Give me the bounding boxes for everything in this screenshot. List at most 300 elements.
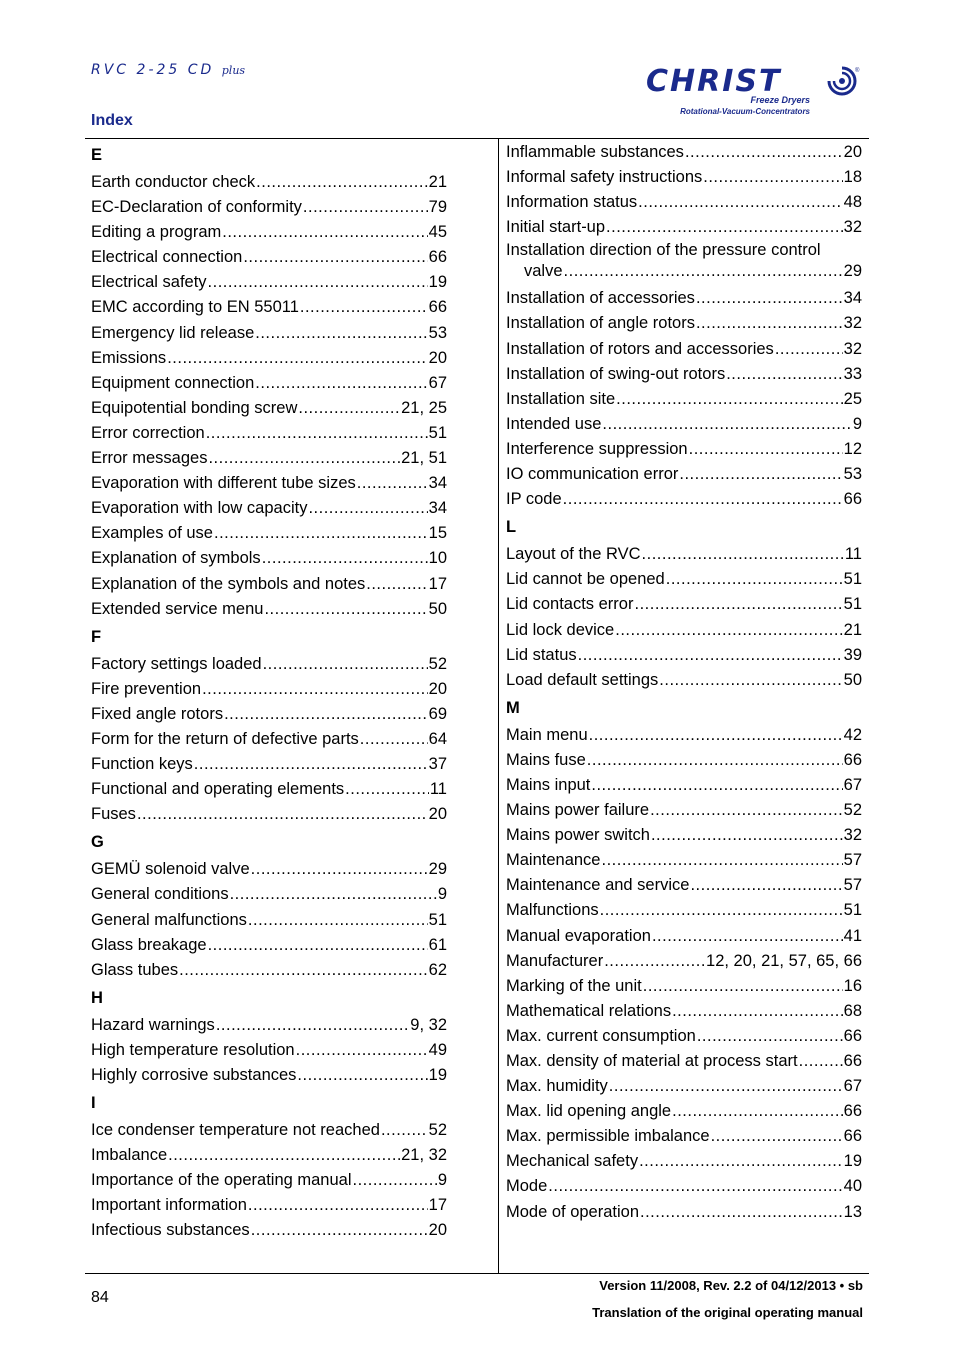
entry-term: Lid contacts error [506,595,634,614]
index-entry [91,220,447,245]
index-entry [91,933,447,958]
index-entry [506,668,862,693]
spiral-icon [826,66,860,96]
entry-term: Manual evaporation [506,926,651,945]
entry-page: 16 [843,976,862,995]
index-entry [91,546,447,571]
entry-term: Emergency lid release [91,323,255,342]
leader-dots [208,270,428,295]
index-entry [506,873,862,898]
entry-page: 50 [843,670,862,689]
entry-page: 32 [843,314,862,333]
entry-page: 66 [843,1052,862,1070]
entry-page: 25 [843,389,862,408]
leader-dots [263,652,428,677]
index-entry [506,1200,862,1225]
leader-dots [167,346,427,371]
entry-page: 21 [843,620,862,639]
entry-term: Fixed angle rotors [91,704,224,723]
entry-term: Load default settings [506,670,659,689]
index-entry [91,496,447,521]
index-entry [506,412,862,437]
entry-term: Mechanical safety [506,1152,639,1171]
leader-dots [697,1024,843,1049]
entry-page: 12 [843,439,862,458]
index-entry [506,823,862,848]
entry-term: Marking of the unit [506,976,642,995]
index-entry [506,898,862,923]
entry-page: 53 [843,465,862,484]
entry-term: EC-Declaration of conformity [91,198,302,217]
leader-dots [615,618,842,643]
entry-term: Mathematical relations [506,1001,672,1020]
leader-dots [690,873,842,898]
model-suffix: plus [221,64,246,77]
index-entry [91,702,447,727]
entry-page: 21, 32 [401,1146,447,1165]
leader-dots [168,1143,400,1168]
entry-term: Mode [506,1177,548,1196]
entry-page: 17 [428,574,447,593]
leader-dots [548,1174,842,1199]
leader-dots [296,1038,428,1063]
index-section [506,693,862,1225]
leader-dots [799,1049,843,1074]
index-entry [91,857,447,882]
entry-page: 39 [843,645,862,664]
leader-dots [640,1200,843,1225]
entry-term-continued: valve [524,262,563,281]
leader-dots [214,521,428,546]
leader-dots [202,677,428,702]
index-entry [506,165,862,190]
entry-page: 13 [843,1202,862,1221]
index-entry [506,1074,862,1099]
leader-dots [564,261,843,282]
index-entry [91,170,447,195]
entry-page: 9, 32 [410,1015,447,1034]
leader-dots [297,1063,427,1088]
leader-dots [262,546,428,571]
section-letter: G [91,833,104,852]
entry-term: Lid lock device [506,620,615,639]
leader-dots [639,1149,843,1174]
entry-page: 19 [428,1066,447,1084]
leader-dots [206,421,428,446]
leader-dots [251,1218,428,1243]
entry-page: 29 [843,262,862,281]
section-letter: F [91,627,102,646]
section-letter: I [91,1094,96,1113]
entry-term: Explanation of the symbols and notes [91,574,366,593]
entry-page: 21, 51 [401,449,447,468]
index-entry [91,908,447,933]
index-entry [91,321,447,346]
leader-dots [137,802,428,827]
leader-dots [638,190,842,215]
leader-dots [222,220,427,245]
leader-dots [672,1099,843,1124]
entry-page: 57 [843,876,862,895]
leader-dots [578,643,843,668]
leader-dots [672,999,843,1024]
entry-term: Extended service menu [91,599,264,618]
entry-term: Malfunctions [506,901,599,920]
leader-dots [604,949,705,974]
entry-term: Emissions [91,348,167,367]
entry-term: Error messages [91,449,208,468]
entry-term: Inflammable substances [506,143,684,161]
entry-term: Mains fuse [506,750,586,769]
index-entry [91,245,447,270]
entry-page: 40 [843,1177,862,1196]
leader-dots [689,437,843,462]
entry-page: 57 [843,851,862,870]
entry-page: 41 [843,926,862,945]
entry-page: 49 [428,1040,447,1059]
index-entry [91,752,447,777]
leader-dots [679,462,842,487]
section-letter: M [506,698,520,717]
leader-dots [357,471,428,496]
index-entry [506,1049,862,1074]
entry-term: IP code [506,490,562,509]
entry-page: 66 [843,1102,862,1121]
index-entry [91,295,447,320]
leader-dots [360,727,428,752]
entry-page: 11 [844,545,862,564]
index-entry [506,949,862,974]
entry-page: 20 [843,143,862,161]
index-entry [91,521,447,546]
model-name-text: RVC 2-25 CD [91,62,215,78]
entry-page: 53 [428,323,447,342]
entry-term: Initial start-up [506,218,606,237]
entry-term: Fuses [91,805,136,824]
index-entry [91,652,447,677]
index-entry [91,346,447,371]
leader-dots [703,165,842,190]
leader-dots [248,1193,428,1218]
index-entry [91,1168,447,1193]
leader-dots [601,848,842,873]
index-column-left [91,140,447,1244]
index-entry [506,140,862,165]
entry-term: Error correction [91,423,205,442]
entry-term: Importance of the operating manual [91,1171,352,1190]
entry-term: Layout of the RVC [506,545,641,564]
index-entry [506,542,862,567]
entry-page: 79 [428,198,447,217]
index-entry [506,487,862,512]
leader-dots [248,908,428,933]
index-entry [506,1024,862,1049]
entry-term: Highly corrosive substances [91,1066,297,1084]
entry-term: Max. current consumption [506,1026,696,1045]
index-entry [91,572,447,597]
entry-page: 9 [437,1171,447,1190]
entry-page: 66 [428,298,447,317]
entry-page: 66 [843,490,862,509]
entry-term: Main menu [506,725,588,744]
entry-term: Mains power switch [506,826,650,845]
entry-page: 67 [843,775,862,794]
entry-page: 66 [428,248,447,267]
footer-divider [85,1273,869,1274]
entry-page: 12, 20, 21, 57, 65, 66 [706,951,862,970]
entry-term: Ice condenser temperature not reached [91,1121,380,1140]
index-entry [91,421,447,446]
leader-dots [255,321,427,346]
section-letter: L [506,518,517,537]
entry-term: Earth conductor check [91,173,256,191]
entry-page: 21, 25 [401,398,447,417]
entry-term: Functional and operating elements [91,780,345,799]
entry-term: Max. permissible imbalance [506,1127,710,1146]
index-entry [91,958,447,983]
entry-page: 32 [843,826,862,845]
index-section [91,983,447,1088]
leader-dots [589,723,843,748]
entry-page: 19 [843,1152,862,1171]
leader-dots [587,748,843,773]
entry-term: Evaporation with different tube sizes [91,474,356,493]
leader-dots [606,215,843,240]
entry-page: 20 [428,679,447,698]
entry-term: Mains power failure [506,801,650,820]
entry-term: IO communication error [506,465,679,484]
logo-wordmark: CHRIST [646,64,782,99]
index-section [91,1088,447,1243]
entry-page: 48 [843,193,862,212]
entry-page: 68 [843,1001,862,1020]
entry-page: 20 [428,805,447,824]
entry-page: 34 [428,474,447,493]
index-entry [91,727,447,752]
page-number: 84 [91,1289,109,1306]
index-entry [506,1174,862,1199]
entry-page: 62 [428,960,447,979]
index-entry [506,190,862,215]
index-entry [91,1118,447,1143]
entry-page: 67 [428,373,447,392]
entry-term: Explanation of symbols [91,549,261,568]
entry-term: Maintenance [506,851,601,870]
entry-page: 29 [428,860,447,879]
entry-page: 52 [428,654,447,673]
index-section [91,827,447,982]
entry-term: Installation of accessories [506,289,695,308]
leader-dots [298,396,400,421]
entry-page: 42 [843,725,862,744]
entry-term: Electrical connection [91,248,243,267]
index-entry [506,723,862,748]
entry-page: 51 [843,901,862,920]
entry-page: 9 [437,885,447,904]
entry-page: 67 [843,1077,862,1096]
entry-page: 33 [843,364,862,383]
index-entry [506,974,862,999]
version-info: Version 11/2008, Rev. 2.2 of 04/12/2013 • sb [599,1278,863,1293]
entry-page: 51 [843,595,862,614]
entry-page: 51 [428,423,447,442]
entry-page: 20 [428,348,447,367]
entry-term: Mode of operation [506,1202,640,1221]
header-divider [85,138,869,139]
entry-page: 51 [843,570,862,589]
entry-page: 21 [428,173,447,191]
entry-page: 34 [428,499,447,518]
index-section [91,140,447,622]
leader-dots [264,597,427,622]
entry-term: Max. density of material at process start [506,1052,798,1070]
leader-dots [243,245,427,270]
index-entry [506,311,862,336]
entry-page: 51 [428,910,447,929]
index-section [91,622,447,828]
leader-dots [303,195,428,220]
entry-term: Lid cannot be opened [506,570,665,589]
leader-dots [381,1118,428,1143]
index-entry [91,270,447,295]
entry-term: Editing a program [91,223,222,242]
entry-page: 37 [428,755,447,774]
index-entry [91,1193,447,1218]
entry-page: 32 [843,339,862,358]
entry-term: Max. humidity [506,1077,608,1096]
leader-dots [208,933,428,958]
entry-term: Evaporation with low capacity [91,499,308,518]
entry-term: Glass breakage [91,935,207,954]
index-entry [91,1063,447,1088]
leader-dots [609,1074,843,1099]
entry-term: Form for the return of defective parts [91,729,359,748]
leader-dots [208,446,400,471]
index-entry [91,1038,447,1063]
index-column-right [506,140,862,1225]
entry-term: Equipotential bonding screw [91,398,298,417]
entry-page: 66 [843,1127,862,1146]
leader-dots [600,898,843,923]
index-entry [506,215,862,240]
entry-page: 34 [843,289,862,308]
entry-term: Function keys [91,755,193,774]
leader-dots [345,777,429,802]
index-entry [506,362,862,387]
index-entry [506,437,862,462]
leader-dots [256,170,427,195]
leader-dots [696,286,843,311]
index-entry [91,677,447,702]
entry-term: Max. lid opening angle [506,1102,672,1121]
entry-page: 17 [428,1196,447,1215]
index-entry [506,798,862,823]
leader-dots [224,702,428,727]
leader-dots [650,798,843,823]
entry-page: 9 [852,414,862,433]
entry-term: General malfunctions [91,910,247,929]
translation-note: Translation of the original operating manual [592,1305,863,1320]
svg-text:®: ® [855,68,860,74]
leader-dots [634,592,842,617]
entry-term: Intended use [506,414,602,433]
entry-term: Installation of swing-out rotors [506,364,726,383]
entry-term: Informal safety instructions [506,168,703,187]
entry-page: 10 [428,549,447,568]
entry-term: Interference suppression [506,439,688,458]
entry-term: Installation direction of the pressure control [506,241,821,260]
index-entry [506,387,862,412]
index-section [506,140,862,512]
leader-dots [602,412,851,437]
entry-term: High temperature resolution [91,1040,295,1059]
index-entry [506,592,862,617]
entry-term: General conditions [91,885,229,904]
entry-page: 69 [428,704,447,723]
index-entry [91,597,447,622]
entry-page: 19 [428,273,447,292]
index-entry [506,1099,862,1124]
index-entry [506,618,862,643]
entry-term: Information status [506,193,638,212]
entry-term: Lid status [506,645,577,664]
index-entry [91,396,447,421]
index-section [506,512,862,693]
index-entry [91,195,447,220]
christ-logo [640,64,868,120]
leader-dots [194,752,428,777]
entry-page: 18 [843,168,862,187]
entry-page: 15 [428,524,447,543]
entry-page: 32 [843,218,862,237]
entry-term: Fire prevention [91,679,202,698]
index-entry [91,1218,447,1243]
entry-term: Imbalance [91,1146,168,1165]
index-entry [506,643,862,668]
leader-dots [563,487,843,512]
page-title: Index [91,112,133,129]
entry-page: 52 [843,801,862,820]
entry-term: Equipment connection [91,373,255,392]
index-entry [91,371,447,396]
leader-dots [251,857,428,882]
index-entry [506,848,862,873]
index-entry [91,1143,447,1168]
model-name [91,62,245,78]
entry-page: 45 [428,223,447,242]
index-entry [91,777,447,802]
entry-page: 66 [843,1026,862,1045]
entry-term: GEMÜ solenoid valve [91,860,250,879]
entry-term: Factory settings loaded [91,654,262,673]
entry-term: Installation site [506,389,616,408]
leader-dots [666,567,843,592]
entry-term: EMC according to EN 55011 [91,298,299,317]
entry-term: Hazard warnings [91,1015,215,1034]
entry-term: Electrical safety [91,273,207,292]
entry-term: Installation of rotors and accessories [506,339,774,358]
entry-term: Manufacturer [506,951,604,970]
leader-dots [696,311,843,336]
index-entry [91,802,447,827]
leader-dots [659,668,842,693]
leader-dots [685,140,843,165]
index-entry [506,1149,862,1174]
entry-term: Glass tubes [91,960,179,979]
entry-page: 61 [428,935,447,954]
entry-page: 66 [843,750,862,769]
leader-dots [643,974,843,999]
